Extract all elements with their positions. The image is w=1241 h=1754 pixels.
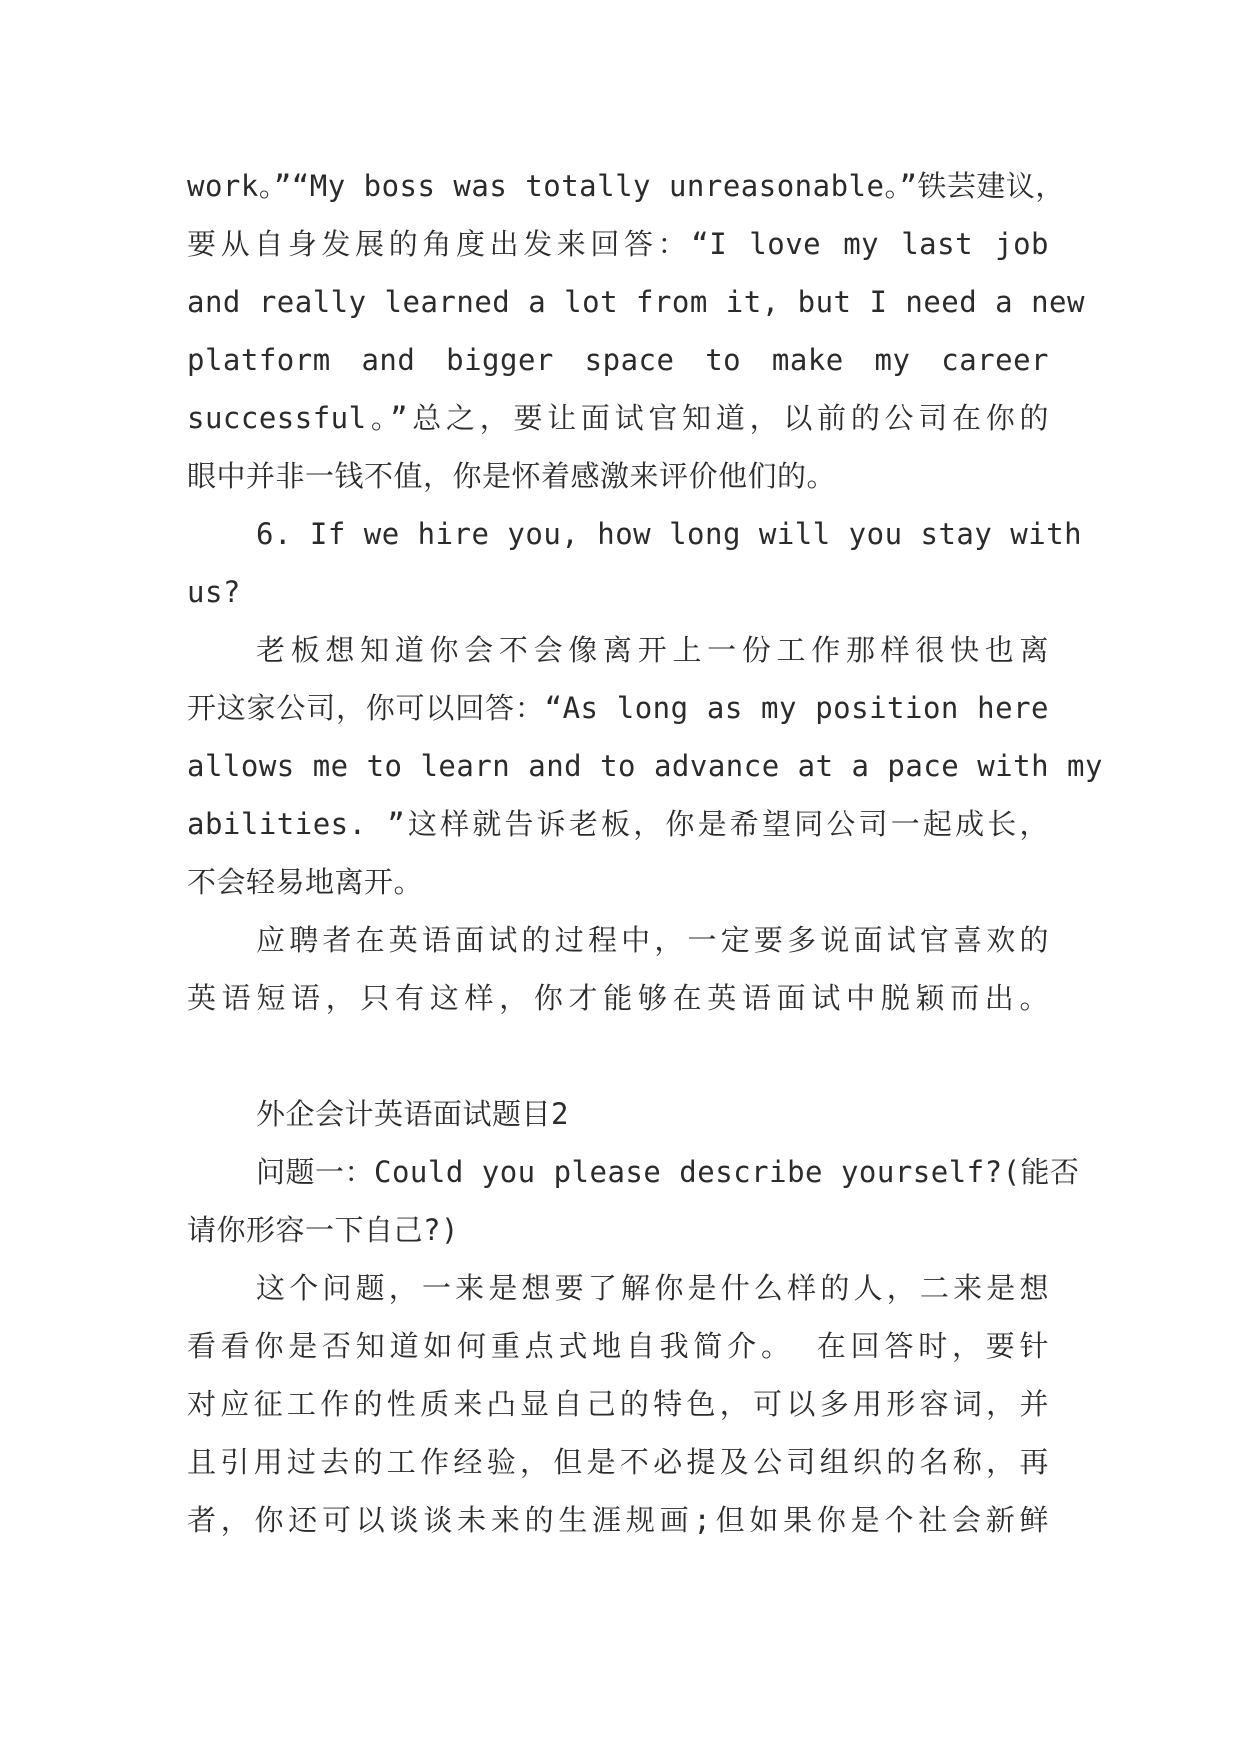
body-text-line: allows me to learn and to advance at a pace with my <box>187 749 1103 783</box>
body-text-line: 看看你是否知道如何重点式地自我简介。 在回答时，要针 <box>187 1329 1049 1363</box>
body-text-line: 英语短语，只有这样，你才能够在英语面试中脱颖而出。 <box>187 981 1049 1015</box>
body-text-line: work。”“My boss was totally unreasonable。”铁芸建议， <box>187 169 1065 203</box>
question-heading-line: 问题一：Could you please describe yourself?(能否 <box>256 1155 1080 1189</box>
body-text-line: 不会轻易地离开。 <box>187 865 424 899</box>
body-text-line: 要从自身发展的角度出发来回答：“I love my last job <box>187 227 1049 261</box>
body-text-line: platform and bigger space to make my career <box>187 343 1049 377</box>
body-text-line: 且引用过去的工作经验，但是不必提及公司组织的名称，再 <box>187 1445 1049 1479</box>
body-text-line: 者，你还可以谈谈未来的生涯规画;但如果你是个社会新鲜 <box>187 1503 1049 1537</box>
body-text-line: successful。”总之，要让面试官知道，以前的公司在你的 <box>187 401 1049 435</box>
body-text-line: 应聘者在英语面试的过程中，一定要多说面试官喜欢的 <box>256 923 1049 957</box>
body-text-line: 开这家公司，你可以回答：“As long as my position here <box>187 691 1049 725</box>
question-heading-line: 请你形容一下自己?) <box>187 1213 459 1247</box>
section-title: 外企会计英语面试题目2 <box>256 1097 569 1131</box>
body-text-line: 对应征工作的性质来凸显自己的特色，可以多用形容词，并 <box>187 1387 1049 1421</box>
body-text-line: 这个问题，一来是想要了解你是什么样的人，二来是想 <box>256 1271 1049 1305</box>
question-heading-line: us? <box>187 575 241 609</box>
body-text-line: 眼中并非一钱不值，你是怀着感激来评价他们的。 <box>187 459 837 493</box>
body-text-line: abilities. ”这样就告诉老板，你是希望同公司一起成长， <box>187 807 1049 841</box>
body-text-line: 老板想知道你会不会像离开上一份工作那样很快也离 <box>256 633 1049 667</box>
body-text-line: and really learned a lot from it, but I need a new <box>187 285 1085 319</box>
question-heading-line: 6. If we hire you, how long will you stay with <box>256 517 1083 551</box>
